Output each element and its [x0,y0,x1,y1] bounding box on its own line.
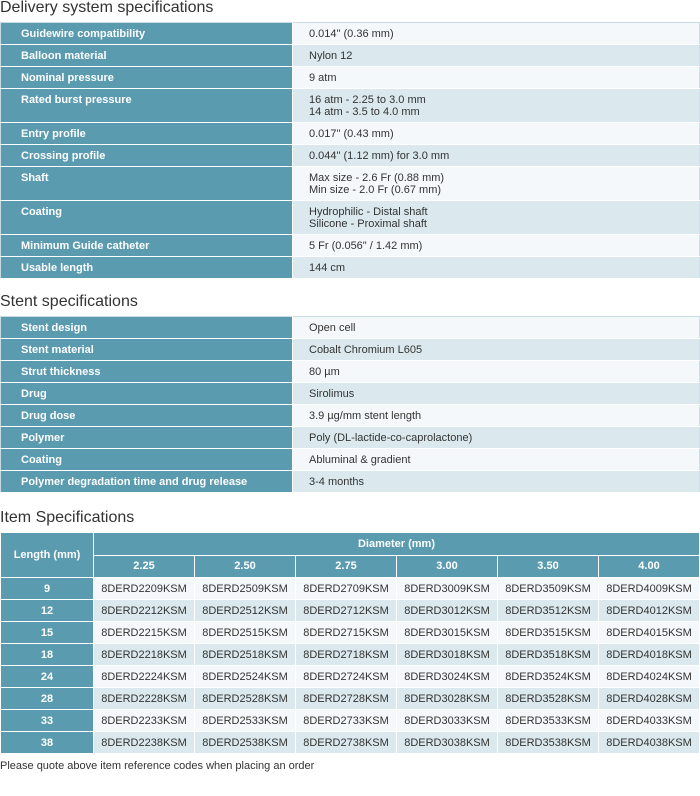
stent-row [1,405,700,427]
delivery-value-line: Silicone - Proximal shaft [309,218,427,230]
diameter-column-header: 2.25 [94,555,195,578]
items-section [0,510,700,772]
item-code-cell: 8DERD4012KSM [599,600,700,622]
delivery-row [1,235,700,257]
item-code-cell: 8DERD2533KSM [195,710,296,732]
delivery-row-label: Shaft [1,167,293,201]
item-code-cell: 8DERD2212KSM [94,600,195,622]
item-code-cell: 8DERD2209KSM [94,578,195,600]
table-row [1,644,700,666]
item-code-cell: 8DERD2515KSM [195,622,296,644]
table-row [1,622,700,644]
item-code-cell: 8DERD4033KSM [599,710,700,732]
delivery-value-line: 144 cm [309,262,346,274]
delivery-row-value [293,89,700,123]
item-code-cell: 8DERD4038KSM [599,732,700,754]
item-code-cell: 8DERD2224KSM [94,666,195,688]
diameter-column-header: 2.50 [195,555,296,578]
delivery-row-value [293,257,700,279]
item-code-cell: 8DERD2518KSM [195,644,296,666]
stent-value-line: Abluminal & gradient [309,454,411,466]
delivery-value-line: 9 atm [309,72,337,84]
item-code-cell: 8DERD2233KSM [94,710,195,732]
delivery-value-line: 0.044" (1.12 mm) for 3.0 mm [309,150,450,162]
item-code-cell: 8DERD3038KSM [397,732,498,754]
item-code-cell: 8DERD2215KSM [94,622,195,644]
length-cell: 18 [1,644,94,666]
length-cell: 12 [1,600,94,622]
stent-row-value [293,339,700,361]
item-code-cell: 8DERD3512KSM [498,600,599,622]
stent-row-value [293,317,700,339]
item-code-cell: 8DERD2718KSM [296,644,397,666]
delivery-row-value [293,123,700,145]
delivery-row [1,123,700,145]
delivery-row [1,145,700,167]
length-cell: 28 [1,688,94,710]
stent-value-line: Open cell [309,322,356,334]
stent-row-label: Stent design [1,317,293,339]
stent-row-value [293,383,700,405]
item-code-cell: 8DERD4018KSM [599,644,700,666]
delivery-row-value [293,201,700,235]
delivery-row-label: Crossing profile [1,145,293,167]
table-row [1,666,700,688]
item-code-cell: 8DERD2509KSM [195,578,296,600]
stent-row [1,339,700,361]
item-code-cell: 8DERD3012KSM [397,600,498,622]
stent-row-value [293,471,700,493]
item-code-cell: 8DERD3009KSM [397,578,498,600]
length-cell: 9 [1,578,94,600]
diameter-column-header: 2.75 [296,555,397,578]
stent-table [0,316,700,493]
stent-section [0,294,700,493]
diameter-column-header: 3.00 [397,555,498,578]
stent-title: Stent specifications [0,293,138,310]
delivery-row-label: Coating [1,201,293,235]
table-row [1,688,700,710]
stent-row [1,449,700,471]
delivery-row-label: Entry profile [1,123,293,145]
delivery-value-line: Max size - 2.6 Fr (0.88 mm) [309,172,445,184]
delivery-value-line: 14 atm - 3.5 to 4.0 mm [309,106,420,118]
delivery-value-line: 5 Fr (0.056" / 1.42 mm) [309,240,423,252]
item-code-cell: 8DERD2724KSM [296,666,397,688]
stent-value-line: Sirolimus [309,388,355,400]
stent-row-value [293,361,700,383]
stent-value-line: Cobalt Chromium L605 [309,344,423,356]
delivery-row [1,67,700,89]
stent-row [1,317,700,339]
delivery-row-value [293,235,700,257]
delivery-row-value [293,145,700,167]
item-code-cell: 8DERD3015KSM [397,622,498,644]
stent-row-label: Drug [1,383,293,405]
item-code-cell: 8DERD2709KSM [296,578,397,600]
stent-row-label: Drug dose [1,405,293,427]
item-code-cell: 8DERD2733KSM [296,710,397,732]
stent-row-value [293,427,700,449]
length-cell: 38 [1,732,94,754]
stent-row [1,361,700,383]
length-cell: 24 [1,666,94,688]
item-code-cell: 8DERD2512KSM [195,600,296,622]
delivery-value-line: Hydrophilic - Distal shaft [309,206,428,218]
delivery-row-label: Minimum Guide catheter [1,235,293,257]
item-code-cell: 8DERD3018KSM [397,644,498,666]
length-cell: 33 [1,710,94,732]
item-code-cell: 8DERD2728KSM [296,688,397,710]
item-code-cell: 8DERD2528KSM [195,688,296,710]
delivery-row [1,45,700,67]
delivery-value-line: 0.017" (0.43 mm) [309,128,394,140]
stent-row-value [293,449,700,471]
delivery-row [1,201,700,235]
delivery-value-line: 0.014" (0.36 mm) [309,28,394,40]
item-code-cell: 8DERD3033KSM [397,710,498,732]
delivery-title: Delivery system specifications [0,0,214,16]
delivery-row-label: Rated burst pressure [1,89,293,123]
delivery-row [1,167,700,201]
stent-row-label: Polymer [1,427,293,449]
stent-row [1,471,700,493]
stent-value-line: 3.9 µg/mm stent length [309,410,422,422]
item-code-cell: 8DERD4015KSM [599,622,700,644]
item-code-cell: 8DERD4009KSM [599,578,700,600]
item-code-cell: 8DERD3509KSM [498,578,599,600]
table-row [1,710,700,732]
item-code-cell: 8DERD2715KSM [296,622,397,644]
diameter-header: Diameter (mm) [94,533,700,556]
stent-value-line: 80 µm [309,366,340,378]
item-code-cell: 8DERD4028KSM [599,688,700,710]
delivery-row-label: Guidewire compatibility [1,23,293,45]
length-cell: 15 [1,622,94,644]
order-note: Please quote above item reference codes when placing an order [0,760,315,772]
delivery-row [1,89,700,123]
stent-value-line: Poly (DL-lactide-co-caprolactone) [309,432,473,444]
stent-value-line: 3-4 months [309,476,365,488]
items-title: Item Specifications [0,509,135,526]
item-code-cell: 8DERD3024KSM [397,666,498,688]
stent-row-label: Stent material [1,339,293,361]
delivery-row-value [293,67,700,89]
item-code-cell: 8DERD2712KSM [296,600,397,622]
item-code-cell: 8DERD4024KSM [599,666,700,688]
delivery-value-line: Min size - 2.0 Fr (0.67 mm) [309,184,442,196]
item-code-cell: 8DERD2238KSM [94,732,195,754]
item-code-cell: 8DERD3518KSM [498,644,599,666]
stent-row [1,383,700,405]
item-code-cell: 8DERD3533KSM [498,710,599,732]
item-code-cell: 8DERD3028KSM [397,688,498,710]
item-code-cell: 8DERD3528KSM [498,688,599,710]
delivery-table [0,22,700,279]
item-code-cell: 8DERD2218KSM [94,644,195,666]
item-code-cell: 8DERD3515KSM [498,622,599,644]
table-row [1,732,700,754]
item-code-cell: 8DERD2524KSM [195,666,296,688]
stent-row [1,427,700,449]
item-code-cell: 8DERD2738KSM [296,732,397,754]
table-row [1,578,700,600]
delivery-row-label: Nominal pressure [1,67,293,89]
stent-row-label: Polymer degradation time and drug release [1,471,293,493]
delivery-row-value [293,167,700,201]
item-code-cell: 8DERD3524KSM [498,666,599,688]
item-code-cell: 8DERD2228KSM [94,688,195,710]
delivery-row-label: Usable length [1,257,293,279]
table-row [1,600,700,622]
item-code-cell: 8DERD2538KSM [195,732,296,754]
delivery-row [1,257,700,279]
delivery-row [1,23,700,45]
delivery-value-line: Nylon 12 [309,50,353,62]
delivery-value-line: 16 atm - 2.25 to 3.0 mm [309,94,426,106]
delivery-row-label: Balloon material [1,45,293,67]
delivery-section [0,0,700,279]
items-table [0,532,700,754]
diameter-column-header: 4.00 [599,555,700,578]
item-code-cell: 8DERD3538KSM [498,732,599,754]
stent-row-value [293,405,700,427]
diameter-column-header: 3.50 [498,555,599,578]
length-header: Length (mm) [1,533,94,578]
delivery-row-value [293,23,700,45]
stent-row-label: Coating [1,449,293,471]
stent-row-label: Strut thickness [1,361,293,383]
delivery-row-value [293,45,700,67]
